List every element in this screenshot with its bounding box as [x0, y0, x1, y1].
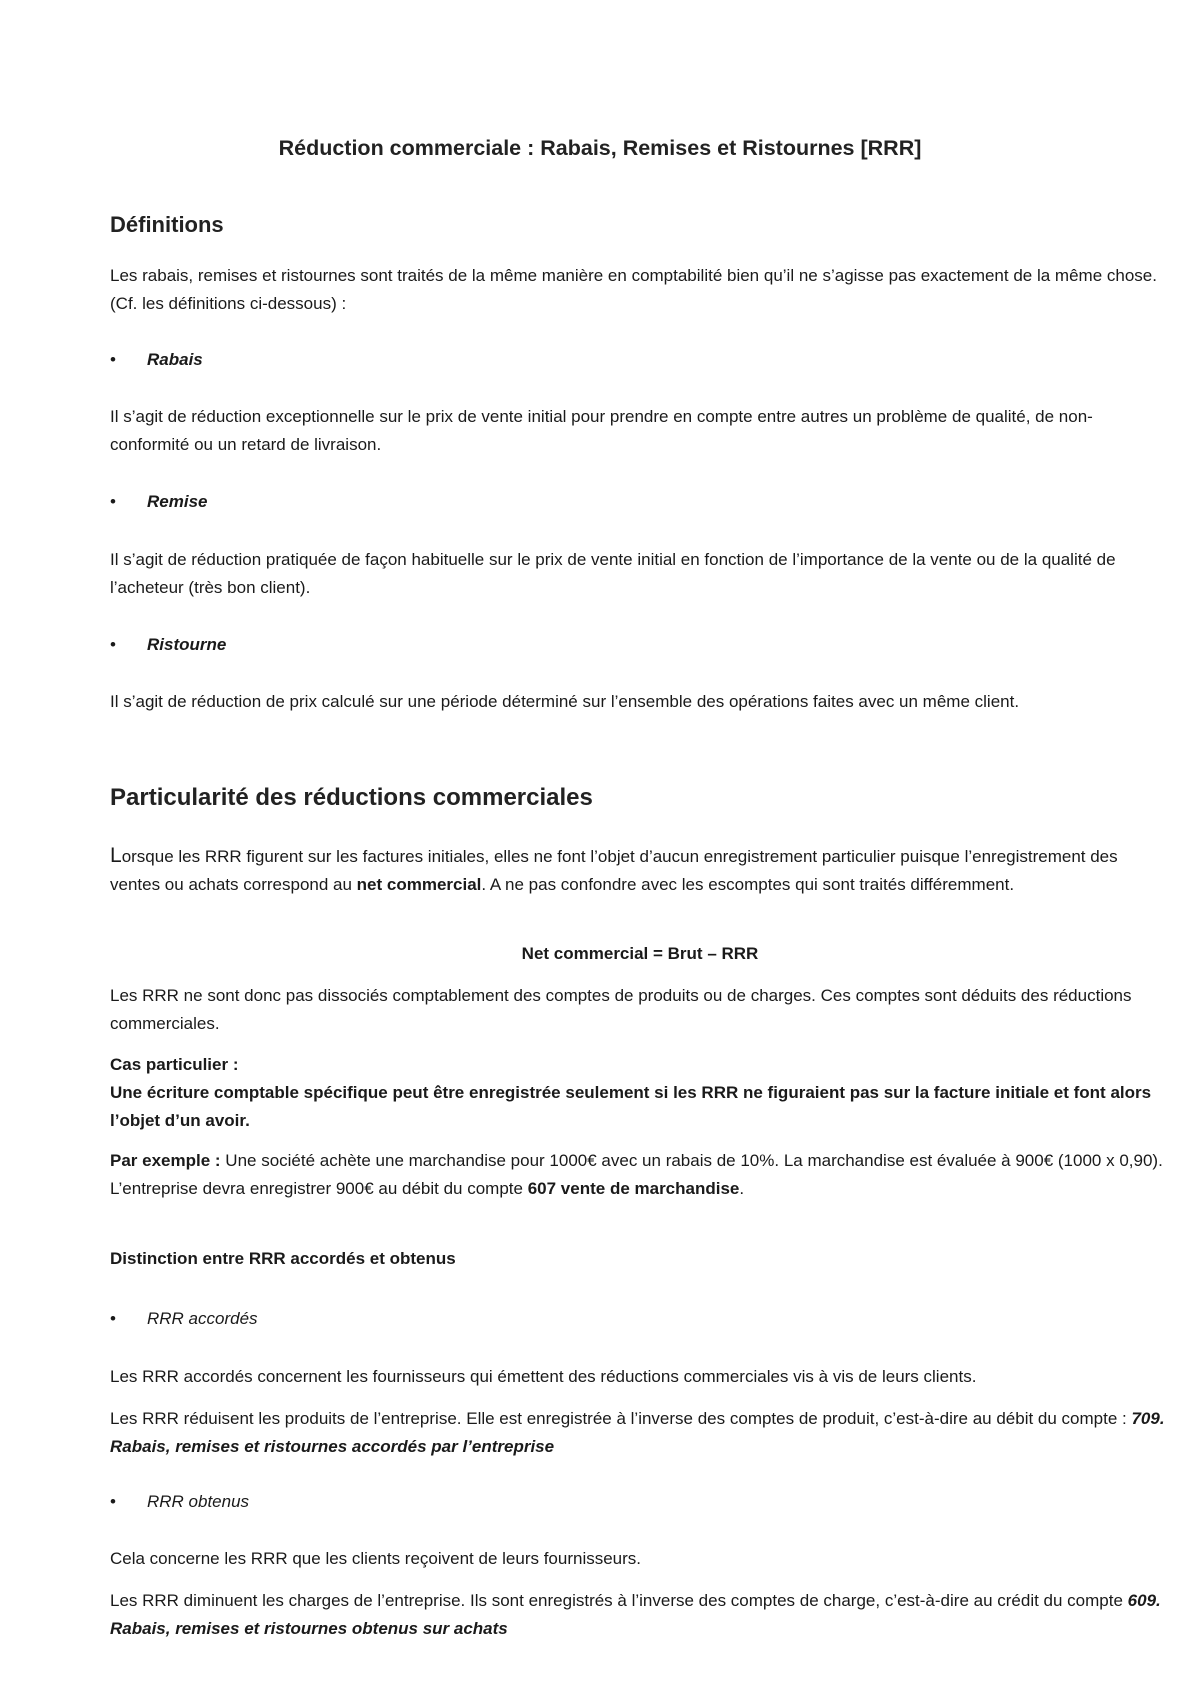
- heading-distinction: Distinction entre RRR accordés et obtenus: [110, 1249, 456, 1268]
- compte-607: 607 vente de marchandise: [527, 1179, 740, 1198]
- accordes-paragraph-2: Les RRR réduisent les produits de l’entreprise. Elle est enregistrée à l’inverse des comptes de produit, c’est-à-dire au débit du compte : 709. Rabais, remises et ristournes accordés par l’entreprise: [110, 1409, 1165, 1456]
- remise-definition: Il s’agit de réduction pratiquée de façon habituelle sur le prix de vente initial en fonction de l’importance de la vente ou de la qualité de l’acheteur (très bon client).: [110, 550, 1116, 597]
- term-net-commercial: net commercial: [356, 875, 482, 894]
- exemple-label: Par exemple :: [110, 1151, 221, 1170]
- drop-letter: L: [110, 844, 122, 867]
- bullet-label: Remise: [147, 492, 208, 511]
- bullet-dot: •: [110, 1309, 116, 1328]
- compte-609: 609. Rabais, remises et ristournes obtenus sur achats: [110, 1591, 1161, 1638]
- heading-particularite: Particularité des réductions commerciales: [110, 784, 593, 811]
- bullet-dot: •: [110, 1492, 116, 1511]
- bullet-dot: •: [110, 635, 116, 654]
- paragraph-rrr-dissocies: Les RRR ne sont donc pas dissociés comptablement des comptes de produits ou de charges. Ces comptes sont déduits des réductions commerciales.: [110, 986, 1132, 1033]
- compte-709: 709. Rabais, remises et ristournes accordés par l’entreprise: [110, 1409, 1165, 1456]
- bullet-label: RRR accordés: [147, 1309, 258, 1328]
- cas-particulier-label: Cas particulier :: [110, 1055, 239, 1074]
- document-title: Réduction commerciale : Rabais, Remises et Ristournes [RRR]: [278, 136, 922, 160]
- formula-net-commercial: Net commercial = Brut – RRR: [521, 944, 759, 963]
- heading-definitions: Définitions: [110, 212, 224, 237]
- bullet-dot: •: [110, 350, 116, 369]
- accordes-paragraph-1: Les RRR accordés concernent les fournisseurs qui émettent des réductions commerciales vis à vis de leurs clients.: [110, 1367, 977, 1386]
- ristourne-definition: Il s’agit de réduction de prix calculé sur une période déterminé sur l’ensemble des opérations faites avec un même client.: [110, 692, 1020, 711]
- rabais-definition: Il s’agit de réduction exceptionnelle sur le prix de vente initial pour prendre en compte entre autres un problème de qualité, de non-conformité ou un retard de livraison.: [110, 407, 1093, 454]
- bullet-label: RRR obtenus: [147, 1492, 250, 1511]
- bullet-dot: •: [110, 492, 116, 511]
- bullet-label: Rabais: [147, 350, 203, 369]
- cas-particulier: [110, 1051, 1170, 1135]
- definitions-intro: Les rabais, remises et ristournes sont traités de la même manière en comptabilité bien qu’il ne s’agisse pas exactement de la même chose. (Cf. les définitions ci-dessous) :: [110, 266, 1157, 313]
- obtenus-paragraph-1: Cela concerne les RRR que les clients reçoivent de leurs fournisseurs.: [110, 1549, 642, 1568]
- bullet-label: Ristourne: [147, 635, 227, 654]
- cas-particulier-text: Une écriture comptable spécifique peut être enregistrée seulement si les RRR ne figuraient pas sur la facture initiale et font alors l’objet d’un avoir.: [110, 1083, 1152, 1130]
- paragraph-net-commercial: Lorsque les RRR figurent sur les factures initiales, elles ne font l’objet d’aucun enregistrement particulier puisque l’enregistrement des ventes ou achats correspond au net commercial. A ne pas confondre avec les escomptes qui sont traités différemment.: [110, 844, 1118, 894]
- obtenus-paragraph-2: Les RRR diminuent les charges de l’entreprise. Ils sont enregistrés à l’inverse des comptes de charge, c’est-à-dire au crédit du compte 609. Rabais, remises et ristournes obtenus sur achats: [110, 1591, 1161, 1638]
- paragraph-exemple: Par exemple : Une société achète une marchandise pour 1000€ avec un rabais de 10%. La marchandise est évaluée à 900€ (1000 x 0,90). L’entreprise devra enregistrer 900€ au débit du compte 607 vente de marchandise.: [110, 1151, 1163, 1198]
